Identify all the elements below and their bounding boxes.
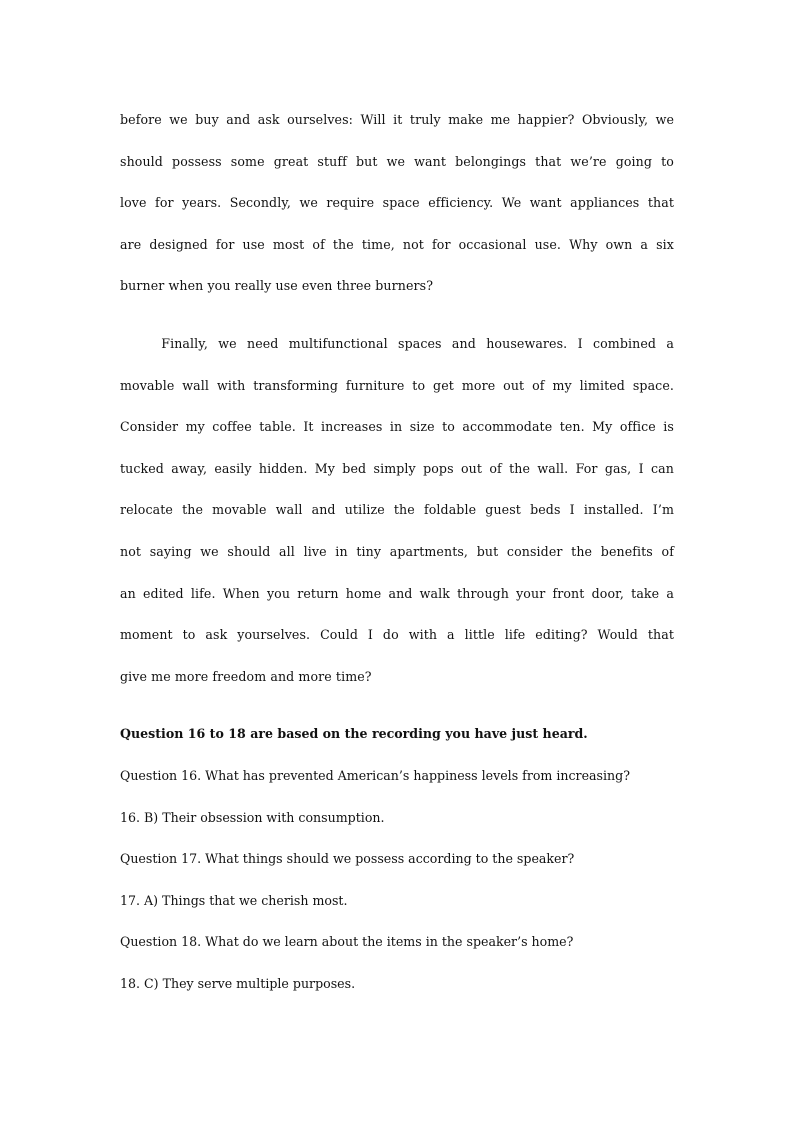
answer-17: 17. A) Things that we cherish most. (120, 893, 348, 908)
paragraph-line: are designed for use most of the time, not for occasional use. Why own a six (120, 237, 674, 252)
paragraph-line: before we buy and ask ourselves: Will it truly make me happier? Obviously, we (120, 112, 674, 127)
paragraph-line: love for years. Secondly, we require space efficiency. We want appliances that (120, 195, 674, 210)
paragraph-line: moment to ask yourselves. Could I do with a little life editing? Would that (120, 627, 674, 642)
paragraph-line: burner when you really use even three burners? (120, 278, 434, 293)
paragraph-line: movable wall with transforming furniture to get more out of my limited space. (120, 378, 674, 393)
question-16: Question 16. What has prevented American’s happiness levels from increasing? (120, 768, 630, 783)
questions-heading: Question 16 to 18 are based on the recording you have just heard. (120, 726, 588, 741)
paragraph-line: Finally, we need multifunctional spaces and housewares. I combined a (120, 336, 674, 351)
answer-16: 16. B) Their obsession with consumption. (120, 810, 385, 825)
paragraph-line: not saying we should all live in tiny apartments, but consider the benefits of (120, 544, 674, 559)
question-17: Question 17. What things should we possess according to the speaker? (120, 851, 575, 866)
paragraph-line: tucked away, easily hidden. My bed simply pops out of the wall. For gas, I can (120, 461, 674, 476)
answer-18: 18. C) They serve multiple purposes. (120, 976, 356, 991)
paragraph-line: Consider my coffee table. It increases in size to accommodate ten. My office is (120, 419, 674, 434)
paragraph-line: relocate the movable wall and utilize the foldable guest beds I installed. I’m (120, 502, 674, 517)
paragraph-line: an edited life. When you return home and walk through your front door, take a (120, 586, 674, 601)
question-18: Question 18. What do we learn about the items in the speaker’s home? (120, 934, 574, 949)
paragraph-line: give me more freedom and more time? (120, 669, 372, 684)
paragraph-line: should possess some great stuff but we want belongings that we’re going to (120, 154, 674, 169)
